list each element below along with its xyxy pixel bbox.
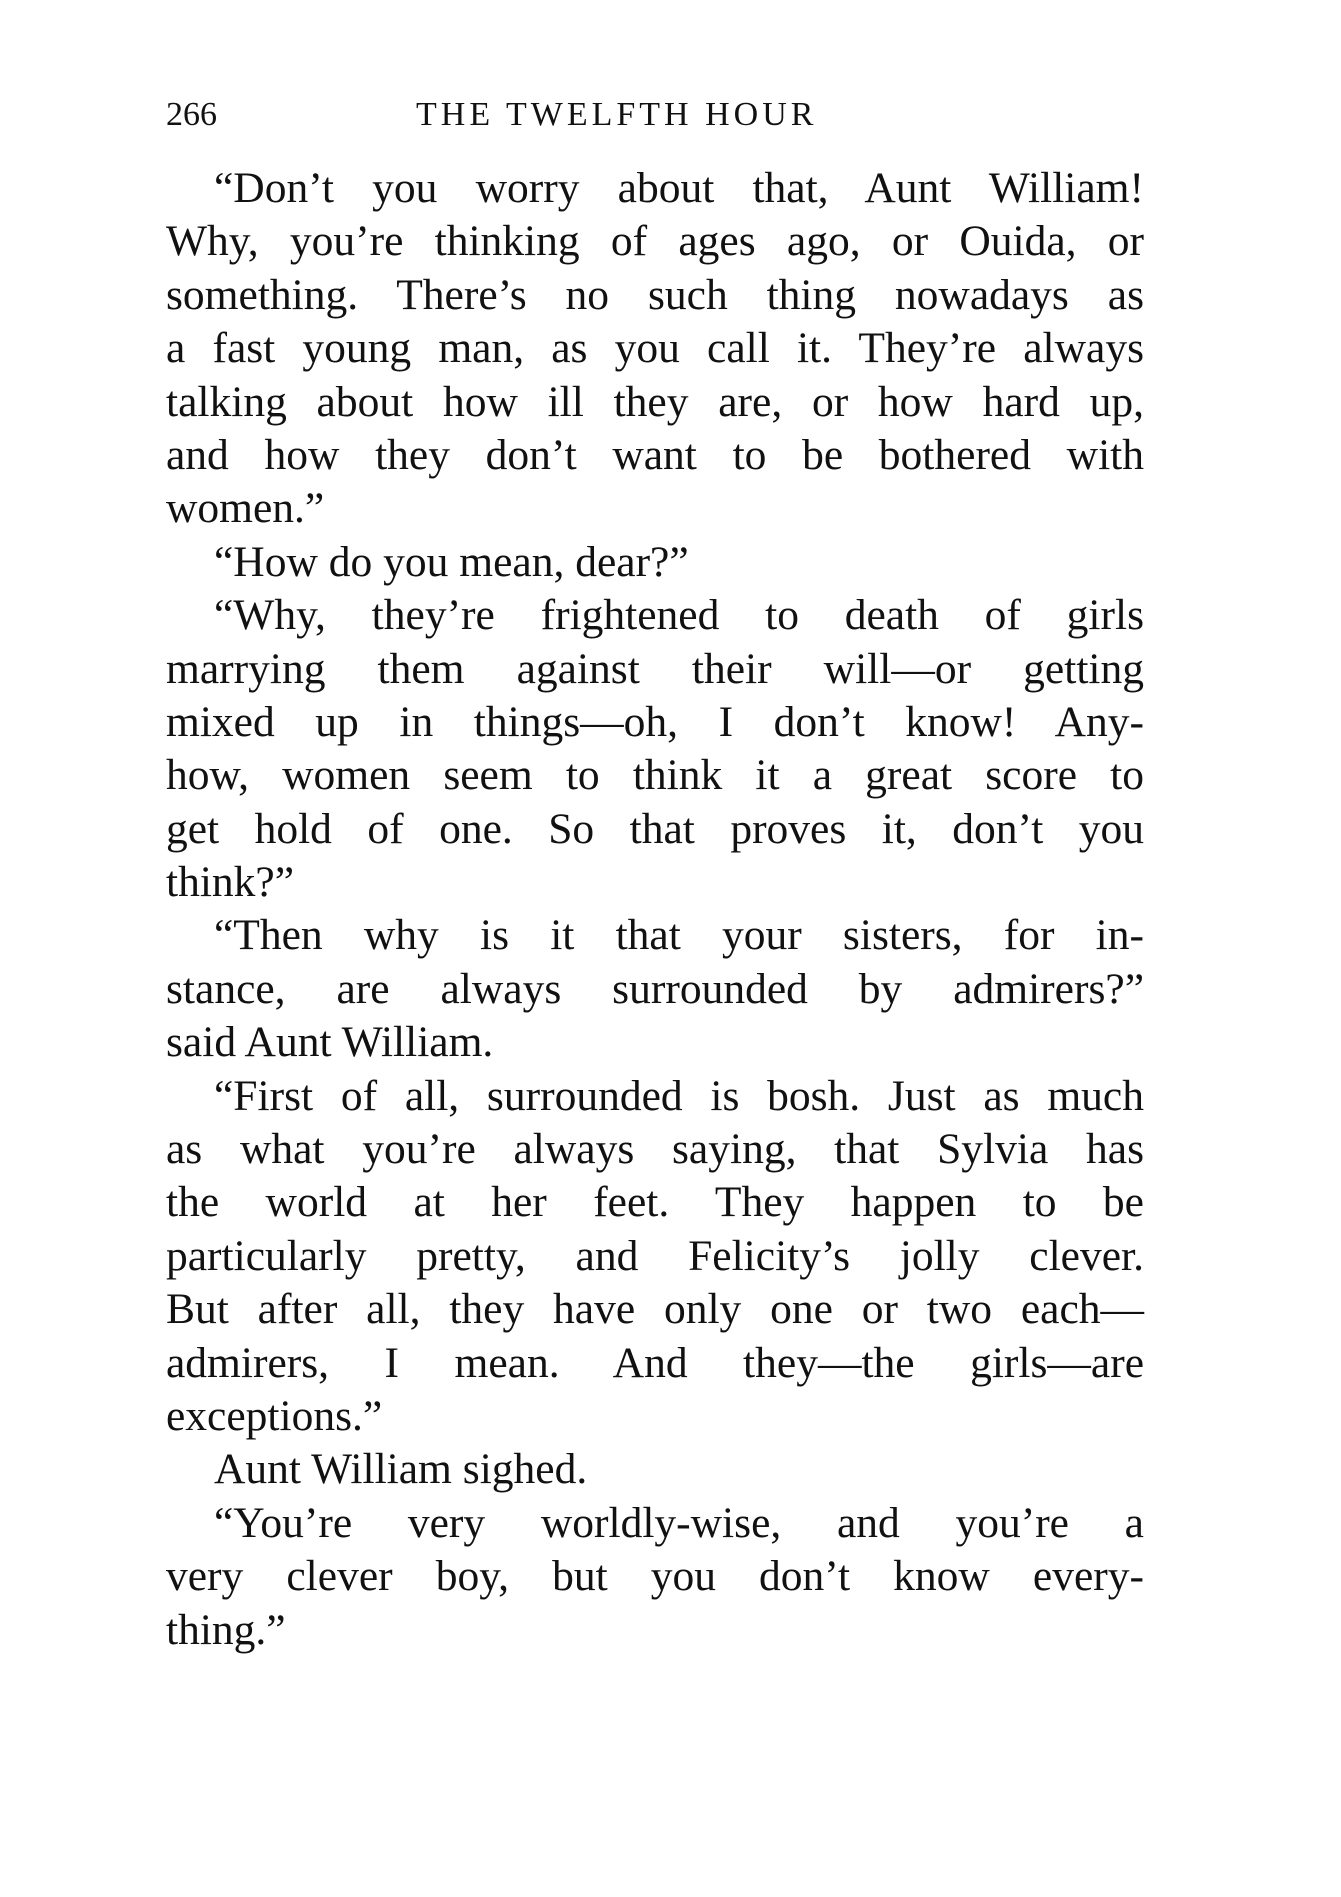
text-line: and how they don’t want to be bothered with [166, 430, 1144, 479]
text-line: Why, you’re thinking of ages ago, or Ouida, or [166, 217, 1144, 266]
text-line: mixed up in things—oh, I don’t know! Any- [166, 697, 1144, 746]
text-line: women.” [166, 484, 325, 533]
text-line: thing.” [166, 1605, 286, 1654]
text-line: “First of all, surrounded is bosh. Just as much [214, 1071, 1144, 1120]
text-line: said Aunt William. [166, 1018, 494, 1067]
text-line: exceptions.” [166, 1391, 383, 1440]
text-line: Aunt William sighed. [214, 1445, 588, 1494]
text-line: get hold of one. So that proves it, don’t you [166, 804, 1144, 853]
text-line: the world at her feet. They happen to be [166, 1178, 1144, 1227]
text-line: talking about how ill they are, or how hard up, [166, 377, 1144, 426]
book-title: THE TWELFTH HOUR [416, 96, 818, 133]
text-line: But after all, they have only one or two each— [166, 1285, 1144, 1334]
text-line: how, women seem to think it a great score to [166, 751, 1144, 800]
body-text [166, 162, 1144, 1657]
text-line: stance, are always surrounded by admirers?” [166, 964, 1144, 1013]
text-line: “You’re very worldly-wise, and you’re a [214, 1498, 1144, 1547]
text-line: “Then why is it that your sisters, for in- [214, 911, 1144, 960]
running-head [166, 96, 1144, 142]
text-line: something. There’s no such thing nowadays as [166, 270, 1144, 319]
text-line: “Don’t you worry about that, Aunt William! [214, 164, 1144, 212]
text-line: “How do you mean, dear?” [214, 537, 689, 586]
text-line: admirers, I mean. And they—the girls—are [166, 1338, 1144, 1387]
page-number: 266 [166, 96, 217, 133]
text-line: marrying them against their will—or getting [166, 644, 1144, 693]
text-line: as what you’re always saying, that Sylvia has [166, 1125, 1144, 1174]
text-line: very clever boy, but you don’t know every- [166, 1552, 1144, 1601]
text-line: think?” [166, 858, 295, 907]
text-line: “Why, they’re frightened to death of girls [214, 591, 1144, 640]
text-line: a fast young man, as you call it. They’re always [166, 324, 1144, 373]
text-line: particularly pretty, and Felicity’s jolly clever. [166, 1231, 1144, 1280]
